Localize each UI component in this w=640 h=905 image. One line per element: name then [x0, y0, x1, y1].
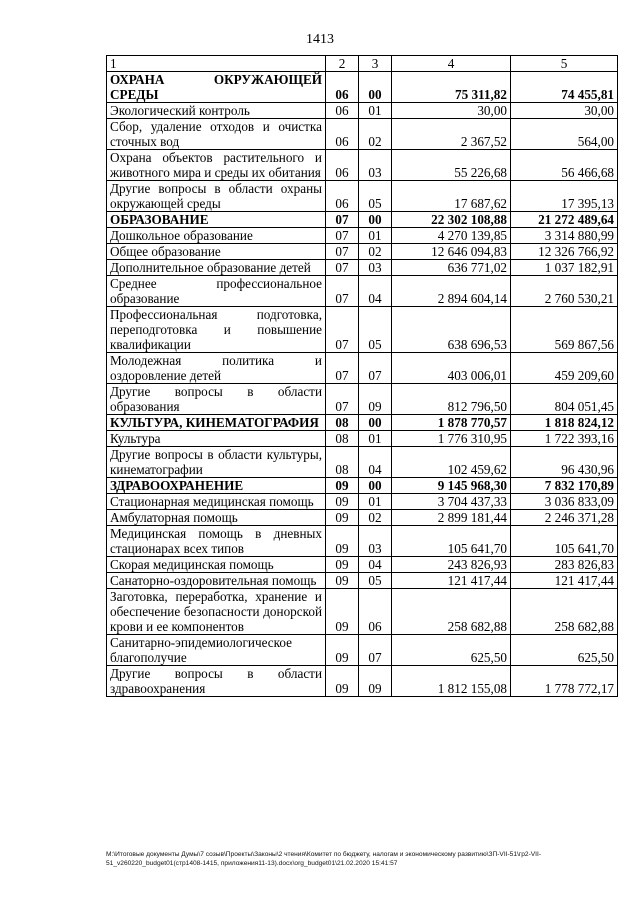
row-name: Экологический контроль [107, 103, 326, 119]
row-section-code: 09 [326, 635, 359, 666]
row-section-code: 06 [326, 103, 359, 119]
row-name: Санитарно-эпидемиологическое благополучие [107, 635, 326, 666]
row-name: Скорая медицинская помощь [107, 557, 326, 573]
budget-table [106, 55, 618, 697]
row-value-col5: 30,00 [511, 103, 618, 119]
row-name: Амбулаторная помощь [107, 510, 326, 526]
row-section-code: 09 [326, 557, 359, 573]
row-value-col5: 2 760 530,21 [511, 276, 618, 307]
table-header-row [107, 56, 618, 72]
row-name: Среднее профессиональное образование [107, 276, 326, 307]
row-value-col5: 258 682,88 [511, 589, 618, 635]
row-value-col4: 243 826,93 [392, 557, 511, 573]
row-section-code: 07 [326, 228, 359, 244]
row-value-col5: 105 641,70 [511, 526, 618, 557]
row-value-col5: 804 051,45 [511, 384, 618, 415]
table-row [107, 447, 618, 478]
table-row [107, 181, 618, 212]
row-value-col4: 17 687,62 [392, 181, 511, 212]
row-value-col5: 3 314 880,99 [511, 228, 618, 244]
row-subsection-code: 00 [359, 212, 392, 228]
row-name: Стационарная медицинская помощь [107, 494, 326, 510]
table-row [107, 510, 618, 526]
row-section-code: 07 [326, 353, 359, 384]
row-name: Заготовка, переработка, хранение и обеспечение безопасности донорской крови и ее компонентов [107, 589, 326, 635]
row-section-code: 09 [326, 666, 359, 697]
row-section-code: 06 [326, 72, 359, 103]
row-name: Санаторно-оздоровительная помощь [107, 573, 326, 589]
row-value-col5: 56 466,68 [511, 150, 618, 181]
row-subsection-code: 07 [359, 353, 392, 384]
row-value-col4: 258 682,88 [392, 589, 511, 635]
row-name: Дополнительное образование детей [107, 260, 326, 276]
row-subsection-code: 04 [359, 276, 392, 307]
row-name: Охрана объектов растительного и животного мира и среды их обитания [107, 150, 326, 181]
row-section-code: 08 [326, 415, 359, 431]
row-value-col4: 121 417,44 [392, 573, 511, 589]
header-col-5: 5 [511, 56, 618, 72]
table-row [107, 557, 618, 573]
table-row [107, 635, 618, 666]
row-value-col4: 102 459,62 [392, 447, 511, 478]
row-section-code: 09 [326, 478, 359, 494]
row-section-code: 06 [326, 119, 359, 150]
row-subsection-code: 00 [359, 72, 392, 103]
row-value-col4: 2 894 604,14 [392, 276, 511, 307]
row-value-col4: 625,50 [392, 635, 511, 666]
row-section-code: 08 [326, 431, 359, 447]
row-value-col4: 75 311,82 [392, 72, 511, 103]
row-section-code: 07 [326, 276, 359, 307]
row-subsection-code: 04 [359, 447, 392, 478]
table-row [107, 228, 618, 244]
row-subsection-code: 05 [359, 181, 392, 212]
row-name: КУЛЬТУРА, КИНЕМАТОГРАФИЯ [107, 415, 326, 431]
row-name: Профессиональная подготовка, переподготовка и повышение квалификации [107, 307, 326, 353]
row-subsection-code: 02 [359, 510, 392, 526]
table-row [107, 494, 618, 510]
row-value-col5: 21 272 489,64 [511, 212, 618, 228]
row-section-code: 09 [326, 510, 359, 526]
row-value-col4: 1 812 155,08 [392, 666, 511, 697]
row-subsection-code: 09 [359, 666, 392, 697]
row-value-col4: 2 367,52 [392, 119, 511, 150]
row-subsection-code: 05 [359, 573, 392, 589]
row-value-col4: 1 878 770,57 [392, 415, 511, 431]
row-value-col4: 30,00 [392, 103, 511, 119]
row-value-col5: 7 832 170,89 [511, 478, 618, 494]
section-row [107, 72, 618, 103]
row-section-code: 06 [326, 181, 359, 212]
row-subsection-code: 01 [359, 228, 392, 244]
row-value-col5: 569 867,56 [511, 307, 618, 353]
row-section-code: 09 [326, 494, 359, 510]
table-row [107, 260, 618, 276]
row-section-code: 09 [326, 573, 359, 589]
row-value-col5: 3 036 833,09 [511, 494, 618, 510]
table-row [107, 244, 618, 260]
row-value-col5: 96 430,96 [511, 447, 618, 478]
table-row [107, 119, 618, 150]
row-value-col5: 12 326 766,92 [511, 244, 618, 260]
row-name: Общее образование [107, 244, 326, 260]
row-name: Дошкольное образование [107, 228, 326, 244]
row-value-col5: 1 037 182,91 [511, 260, 618, 276]
row-section-code: 06 [326, 150, 359, 181]
row-section-code: 07 [326, 260, 359, 276]
table-row [107, 573, 618, 589]
table-row [107, 103, 618, 119]
row-value-col5: 1 778 772,17 [511, 666, 618, 697]
table-row [107, 384, 618, 415]
row-value-col5: 625,50 [511, 635, 618, 666]
row-subsection-code: 01 [359, 494, 392, 510]
row-name: Медицинская помощь в дневных стационарах всех типов [107, 526, 326, 557]
row-section-code: 07 [326, 212, 359, 228]
row-value-col4: 403 006,01 [392, 353, 511, 384]
row-subsection-code: 03 [359, 260, 392, 276]
row-value-col5: 121 417,44 [511, 573, 618, 589]
row-value-col5: 459 209,60 [511, 353, 618, 384]
row-name: Сбор, удаление отходов и очистка сточных вод [107, 119, 326, 150]
row-section-code: 09 [326, 589, 359, 635]
row-name: Молодежная политика и оздоровление детей [107, 353, 326, 384]
row-value-col4: 22 302 108,88 [392, 212, 511, 228]
row-value-col5: 2 246 371,28 [511, 510, 618, 526]
row-section-code: 08 [326, 447, 359, 478]
row-name: Другие вопросы в области образования [107, 384, 326, 415]
table-row [107, 353, 618, 384]
table-row [107, 276, 618, 307]
row-value-col4: 638 696,53 [392, 307, 511, 353]
section-row [107, 415, 618, 431]
row-section-code: 07 [326, 244, 359, 260]
row-value-col5: 1 722 393,16 [511, 431, 618, 447]
row-name: ОХРАНА ОКРУЖАЮЩЕЙ СРЕДЫ [107, 72, 326, 103]
header-col-4: 4 [392, 56, 511, 72]
row-subsection-code: 02 [359, 119, 392, 150]
row-subsection-code: 01 [359, 103, 392, 119]
row-subsection-code: 07 [359, 635, 392, 666]
row-subsection-code: 02 [359, 244, 392, 260]
row-value-col5: 74 455,81 [511, 72, 618, 103]
row-section-code: 07 [326, 307, 359, 353]
row-value-col5: 17 395,13 [511, 181, 618, 212]
row-value-col5: 1 818 824,12 [511, 415, 618, 431]
row-section-code: 07 [326, 384, 359, 415]
table-row [107, 307, 618, 353]
row-value-col5: 283 826,83 [511, 557, 618, 573]
row-section-code: 09 [326, 526, 359, 557]
row-value-col4: 812 796,50 [392, 384, 511, 415]
row-subsection-code: 03 [359, 150, 392, 181]
row-subsection-code: 00 [359, 478, 392, 494]
header-col-2: 2 [326, 56, 359, 72]
row-subsection-code: 09 [359, 384, 392, 415]
table-row [107, 431, 618, 447]
table-row [107, 589, 618, 635]
table-row [107, 150, 618, 181]
row-subsection-code: 04 [359, 557, 392, 573]
row-value-col4: 3 704 437,33 [392, 494, 511, 510]
row-value-col4: 105 641,70 [392, 526, 511, 557]
row-value-col4: 2 899 181,44 [392, 510, 511, 526]
row-name: Другие вопросы в области охраны окружающей среды [107, 181, 326, 212]
table-row [107, 666, 618, 697]
row-subsection-code: 05 [359, 307, 392, 353]
row-value-col4: 1 776 310,95 [392, 431, 511, 447]
table-row [107, 526, 618, 557]
row-name: Культура [107, 431, 326, 447]
row-value-col4: 55 226,68 [392, 150, 511, 181]
page-number: 1413 [306, 32, 334, 47]
row-value-col4: 9 145 968,30 [392, 478, 511, 494]
row-name: Другие вопросы в области культуры, кинематографии [107, 447, 326, 478]
row-value-col5: 564,00 [511, 119, 618, 150]
row-subsection-code: 00 [359, 415, 392, 431]
row-name: ОБРАЗОВАНИЕ [107, 212, 326, 228]
header-col-1: 1 [107, 56, 326, 72]
file-path-footer: M:\Итоговые документы Думы\7 созыв\Проекты\Законы\2 чтения\Комитет по бюджету, налогам и экономическому развитию\ЗП-VII-51\гр2-VII-51_v260220_budget01(стр1408-1415, приложения11-13).docx\org_budget01\21.02.2020 15:41:57 [106, 851, 542, 867]
header-col-3: 3 [359, 56, 392, 72]
row-value-col4: 636 771,02 [392, 260, 511, 276]
row-name: Другие вопросы в области здравоохранения [107, 666, 326, 697]
row-value-col4: 4 270 139,85 [392, 228, 511, 244]
section-row [107, 212, 618, 228]
row-subsection-code: 06 [359, 589, 392, 635]
section-row [107, 478, 618, 494]
row-value-col4: 12 646 094,83 [392, 244, 511, 260]
row-subsection-code: 01 [359, 431, 392, 447]
row-subsection-code: 03 [359, 526, 392, 557]
row-name: ЗДРАВООХРАНЕНИЕ [107, 478, 326, 494]
